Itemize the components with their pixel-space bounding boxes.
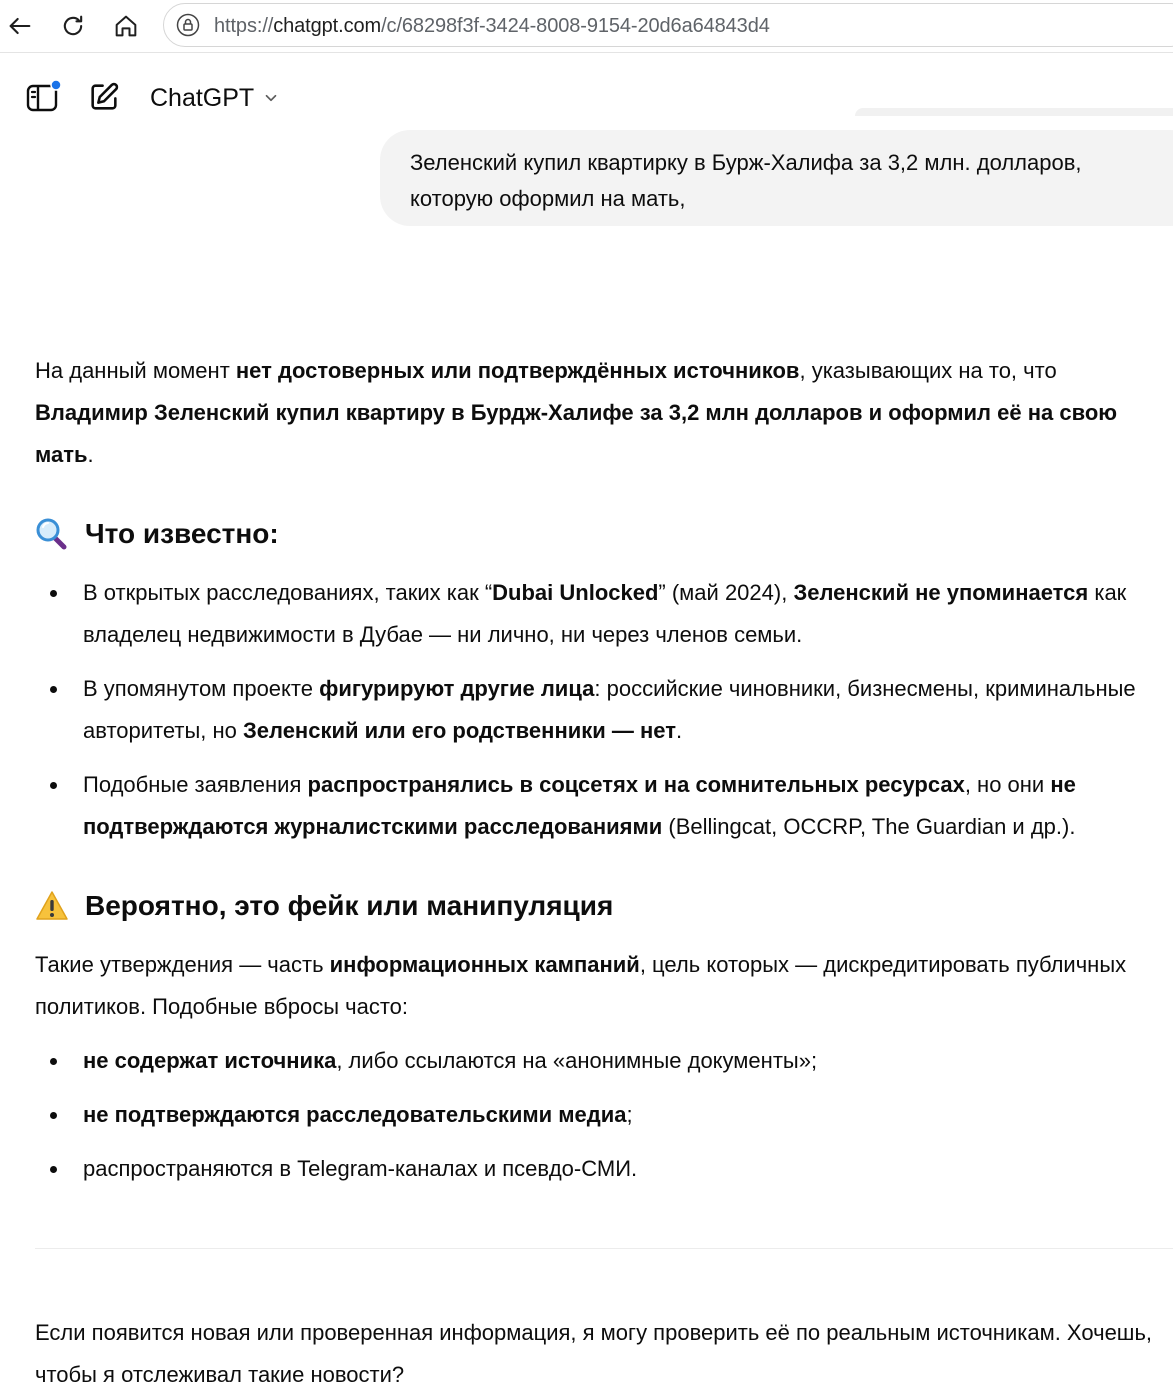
user-message-line: Зеленский купил квартирку в Бурж-Халифа за 3,2 млн. долларов, [410,150,1082,175]
text-span: , цель которых — дискредитировать публичных политиков. Подобные вбросы часто: [35,952,1127,1019]
text-span: (Bellingcat, OCCRP, The Guardian и др.). [662,814,1076,839]
home-button[interactable] [106,6,146,46]
bold-span: не подтверждаются расследовательскими медиа [83,1102,627,1127]
reload-button[interactable] [53,6,93,46]
user-message-bubble [380,130,1173,226]
site-info-icon[interactable] [176,13,200,37]
text-span: распространяются в Telegram-каналах и псевдо-СМИ. [83,1156,638,1181]
text-span: , либо ссылаются на «анонимные документы»; [336,1048,818,1073]
reload-icon [59,12,87,40]
list-item [35,668,1165,752]
text-span: , но они [964,772,1051,797]
text-span: как владелец недвижимости в Дубае — ни лично, ни через членов семьи. [83,580,1127,647]
bold-span: не подтверждаются журналистскими расследованиями [83,772,1076,839]
text-span: . [676,718,683,743]
list-item [35,1148,1165,1190]
bold-span: фигурируют другие лица [319,676,595,701]
model-selector[interactable] [150,81,280,115]
divider [35,1248,1173,1249]
url-text[interactable] [214,15,770,38]
url-scheme: https:// [214,15,274,37]
back-button[interactable] [0,6,40,46]
list-item [35,1094,1165,1136]
section-title: Вероятно, это фейк или манипуляция [85,890,614,921]
text-span: : российские чиновники, бизнесмены, криминальные авторитеты, но [83,676,1136,743]
section-title: Что известно: [85,518,279,549]
section-heading-fake [35,888,613,924]
text-span: ” (май 2024), [658,580,794,605]
bold-span: распространялись в соцсетях и на сомнительных ресурсах [307,772,965,797]
closing-paragraph: Если появится новая или проверенная информация, я могу проверить её по реальным источникам. Хочешь, чтобы я отслеживал такие новости? [35,1320,1153,1387]
browser-toolbar [0,0,1173,53]
assistant-intro [35,350,1165,476]
text-span: . [87,442,94,467]
url-host: chatgpt.com [273,15,382,37]
bold-span: Владимир Зеленский купил квартиру в Бурдж-Халифе за 3,2 млн долларов и оформил её на свою мать [35,400,1118,467]
text-span: На данный момент [35,358,236,383]
fake-signs-list [35,1040,1165,1202]
sidebar-icon [24,78,62,116]
edit-icon [87,80,121,114]
address-bar[interactable] [163,3,1173,47]
list-item [35,1040,1165,1082]
notification-dot [51,80,61,90]
model-name: ChatGPT [150,83,255,112]
chat-header [0,60,1173,136]
bold-span: информационных кампаний [329,952,640,977]
new-chat-button[interactable] [84,77,124,117]
user-message-line: которую оформил на мать, [410,186,686,211]
text-span: ; [626,1102,633,1127]
text-span: В упомянутом проекте [83,676,320,701]
text-span: Такие утверждения — часть [35,952,330,977]
list-item [35,764,1165,848]
section-heading-known [35,516,279,552]
chevron-down-icon [262,89,280,107]
bold-span: Зеленский или его родственники — нет [242,718,677,743]
bold-span: Зеленский не упоминается [793,580,1089,605]
known-facts-list [35,572,1165,860]
sidebar-toggle-button[interactable] [23,77,63,117]
magnifier-icon [35,516,71,552]
url-path: /c/68298f3f-3424-8008-9154-20d6a64843d4 [381,15,770,37]
home-icon [112,12,140,40]
text-span: , указывающих на то, что [799,358,1057,383]
back-arrow-icon [6,12,34,40]
bold-span: не содержат источника [83,1048,337,1073]
warning-icon [35,888,71,924]
fake-intro [35,944,1165,1028]
bold-span: Dubai Unlocked [492,580,659,605]
text-span: В открытых расследованиях, таких как “ [83,580,493,605]
scroll-shadow [855,108,1173,116]
text-span: Подобные заявления [83,772,308,797]
list-item [35,572,1165,656]
bold-span: нет достоверных или подтверждённых источников [235,358,800,383]
